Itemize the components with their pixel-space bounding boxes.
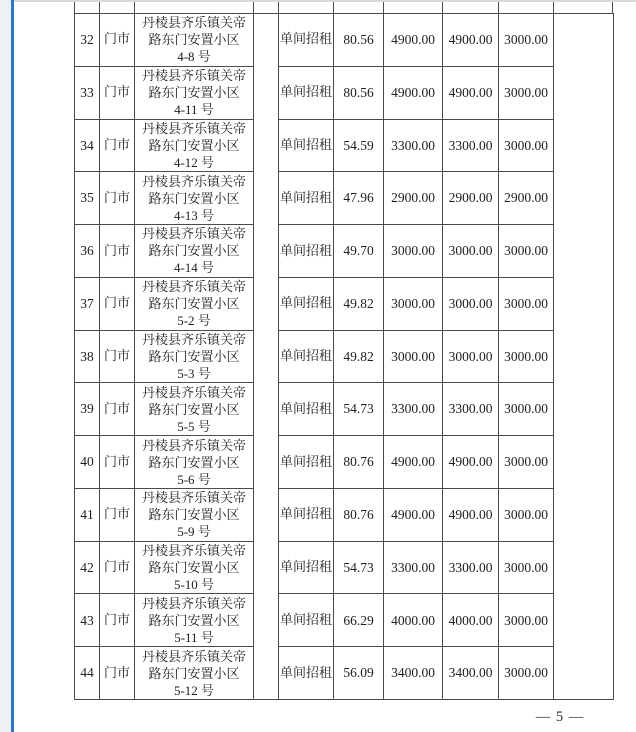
address-line: 丹棱县齐乐镇关帝 [141, 331, 246, 347]
address-line: 丹棱县齐乐镇关帝 [141, 648, 246, 664]
address-line: 丹棱县齐乐镇关帝 [141, 384, 246, 400]
cell-lease-mode: 单间招租 [279, 330, 334, 383]
address-line: 丹棱县齐乐镇关帝 [141, 437, 246, 453]
cell-price2: 3000.00 [443, 277, 499, 330]
cell-row-number: 39 [75, 383, 100, 436]
left-accent-line [11, 0, 14, 732]
address-line: 4-12 号 [173, 154, 215, 170]
cell-property-type: 门市 [100, 277, 135, 330]
address-line: 路东门安置小区 [148, 612, 240, 628]
cell-property-type: 门市 [100, 488, 135, 541]
cell-lease-mode: 单间招租 [279, 594, 334, 647]
cell-row-number: 43 [75, 594, 100, 647]
cell-row-number: 40 [75, 436, 100, 489]
address-line: 5-9 号 [177, 524, 211, 540]
address-line: 丹棱县齐乐镇关帝 [141, 120, 246, 136]
address-line: 路东门安置小区 [148, 348, 240, 364]
cell-address [135, 119, 254, 172]
address-line: 路东门安置小区 [148, 137, 240, 153]
cell-property-type: 门市 [100, 383, 135, 436]
address-line: 路东门安置小区 [148, 401, 240, 417]
cell-property-type: 门市 [100, 119, 135, 172]
table-row [75, 436, 614, 489]
address-line: 4-14 号 [173, 260, 215, 276]
cell-price3: 3000.00 [499, 330, 554, 383]
address-line: 路东门安置小区 [148, 507, 240, 523]
cell-price3: 3000.00 [499, 14, 554, 67]
column-border-stub [612, 2, 613, 13]
address-line: 路东门安置小区 [148, 190, 240, 206]
address-line: 路东门安置小区 [148, 665, 240, 681]
address-line: 5-11 号 [174, 629, 214, 645]
cell-price2: 3000.00 [443, 225, 499, 278]
cell-price1: 3000.00 [384, 330, 443, 383]
cell-price2: 4900.00 [443, 488, 499, 541]
cell-row-number: 37 [75, 277, 100, 330]
cell-row-number: 44 [75, 647, 100, 700]
cell-area: 54.59 [334, 119, 384, 172]
cell-price1: 4900.00 [384, 66, 443, 119]
address-line: 路东门安置小区 [148, 85, 240, 101]
cell-address [135, 66, 254, 119]
cell-property-type: 门市 [100, 436, 135, 489]
cell-lease-mode: 单间招租 [279, 119, 334, 172]
column-border-stub [498, 2, 499, 13]
address-line: 5-6 号 [177, 471, 211, 487]
cell-price1: 3000.00 [384, 225, 443, 278]
table-row [75, 541, 614, 594]
table-row [75, 383, 614, 436]
rental-listing-table [74, 13, 614, 700]
cell-price1: 4000.00 [384, 594, 443, 647]
column-border-stub [442, 2, 443, 13]
cell-row-number: 36 [75, 225, 100, 278]
cell-price1: 2900.00 [384, 172, 443, 225]
cell-price1: 4900.00 [384, 488, 443, 541]
cell-price2: 4900.00 [443, 14, 499, 67]
cell-lease-mode: 单间招租 [279, 647, 334, 700]
page-number: — 5 — [535, 709, 585, 725]
cell-property-type: 门市 [100, 66, 135, 119]
address-line: 丹棱县齐乐镇关帝 [141, 226, 246, 242]
address-line: 丹棱县齐乐镇关帝 [141, 173, 246, 189]
cell-row-number: 33 [75, 66, 100, 119]
cell-price1: 3300.00 [384, 541, 443, 594]
cell-price2: 3300.00 [443, 383, 499, 436]
cell-lease-mode: 单间招租 [279, 14, 334, 67]
cell-price2: 4900.00 [443, 436, 499, 489]
cell-address [135, 647, 254, 700]
address-line: 4-11 号 [174, 102, 214, 118]
address-line: 路东门安置小区 [148, 32, 240, 48]
address-line: 路东门安置小区 [148, 454, 240, 470]
column-border-stub [74, 2, 75, 13]
cell-lease-mode: 单间招租 [279, 277, 334, 330]
cell-price1: 3300.00 [384, 383, 443, 436]
column-border-stub [278, 2, 279, 13]
cell-address [135, 436, 254, 489]
table-row [75, 594, 614, 647]
cell-price3: 3000.00 [499, 488, 554, 541]
cell-price3: 3000.00 [499, 594, 554, 647]
table-row [75, 647, 614, 700]
cell-address [135, 541, 254, 594]
cut-off-previous-row [74, 2, 613, 13]
table-row [75, 66, 614, 119]
cell-price2: 4000.00 [443, 594, 499, 647]
cell-area: 54.73 [334, 541, 384, 594]
address-line: 4-8 号 [177, 49, 211, 65]
cell-address [135, 594, 254, 647]
cell-price2: 3000.00 [443, 330, 499, 383]
address-line: 丹棱县齐乐镇关帝 [141, 543, 246, 559]
cell-area: 80.56 [334, 14, 384, 67]
cell-property-type: 门市 [100, 541, 135, 594]
cell-row-number: 34 [75, 119, 100, 172]
cell-price2: 3300.00 [443, 541, 499, 594]
cell-price1: 3400.00 [384, 647, 443, 700]
cell-price2: 3400.00 [443, 647, 499, 700]
address-line: 路东门安置小区 [148, 243, 240, 259]
column-border-stub [383, 2, 384, 13]
cell-price3: 3000.00 [499, 647, 554, 700]
address-line: 路东门安置小区 [148, 296, 240, 312]
address-line: 丹棱县齐乐镇关帝 [141, 68, 246, 84]
cell-price3: 3000.00 [499, 119, 554, 172]
cell-price2: 2900.00 [443, 172, 499, 225]
address-line: 丹棱县齐乐镇关帝 [141, 15, 246, 31]
cell-area: 49.70 [334, 225, 384, 278]
table-row [75, 488, 614, 541]
column-border-stub [553, 2, 554, 13]
cell-address [135, 172, 254, 225]
address-line: 5-3 号 [177, 365, 211, 381]
cell-price3: 2900.00 [499, 172, 554, 225]
cell-row-number: 41 [75, 488, 100, 541]
cell-property-type: 门市 [100, 14, 135, 67]
cell-price3: 3000.00 [499, 541, 554, 594]
address-line: 丹棱县齐乐镇关帝 [141, 595, 246, 611]
address-line: 路东门安置小区 [148, 560, 240, 576]
address-line: 5-12 号 [173, 682, 215, 698]
column-border-stub [333, 2, 334, 13]
address-line: 4-13 号 [173, 207, 215, 223]
column-border-stub [99, 2, 100, 13]
cell-price1: 3000.00 [384, 277, 443, 330]
address-line: 丹棱县齐乐镇关帝 [141, 279, 246, 295]
cell-lease-mode: 单间招租 [279, 66, 334, 119]
cell-property-type: 门市 [100, 172, 135, 225]
cell-property-type: 门市 [100, 647, 135, 700]
table-row [75, 277, 614, 330]
cell-price2: 3300.00 [443, 119, 499, 172]
cell-lease-mode: 单间招租 [279, 436, 334, 489]
cell-price1: 3300.00 [384, 119, 443, 172]
left-margin-strip [0, 0, 11, 732]
cell-area: 47.96 [334, 172, 384, 225]
cell-address [135, 14, 254, 67]
cell-area: 80.56 [334, 66, 384, 119]
cell-price3: 3000.00 [499, 383, 554, 436]
cell-lease-mode: 单间招租 [279, 383, 334, 436]
cell-area: 80.76 [334, 488, 384, 541]
cell-area: 49.82 [334, 277, 384, 330]
cell-price3: 3000.00 [499, 277, 554, 330]
cell-property-type: 门市 [100, 225, 135, 278]
cell-lease-mode: 单间招租 [279, 172, 334, 225]
table-row [75, 225, 614, 278]
cell-row-number: 35 [75, 172, 100, 225]
table-row [75, 14, 614, 67]
cell-lease-mode: 单间招租 [279, 541, 334, 594]
cell-area: 54.73 [334, 383, 384, 436]
cell-lease-mode: 单间招租 [279, 225, 334, 278]
column-border-stub [134, 2, 135, 13]
cell-address [135, 277, 254, 330]
cell-address [135, 383, 254, 436]
table-row [75, 330, 614, 383]
cell-address [135, 330, 254, 383]
table-row [75, 119, 614, 172]
cell-price3: 3000.00 [499, 436, 554, 489]
cell-price1: 4900.00 [384, 436, 443, 489]
cell-area: 66.29 [334, 594, 384, 647]
table-row [75, 172, 614, 225]
cell-price3: 3000.00 [499, 66, 554, 119]
cell-row-number: 32 [75, 14, 100, 67]
cell-property-type: 门市 [100, 330, 135, 383]
cell-property-type: 门市 [100, 594, 135, 647]
cell-price3: 3000.00 [499, 225, 554, 278]
cell-area: 80.76 [334, 436, 384, 489]
cell-area: 49.82 [334, 330, 384, 383]
cell-address [135, 225, 254, 278]
cell-area: 56.09 [334, 647, 384, 700]
cell-note-column [554, 14, 614, 700]
cell-price1: 4900.00 [384, 14, 443, 67]
cell-address [135, 488, 254, 541]
address-line: 5-10 号 [173, 577, 215, 593]
address-line: 丹棱县齐乐镇关帝 [141, 490, 246, 506]
address-line: 5-5 号 [177, 418, 211, 434]
cell-lease-mode: 单间招租 [279, 488, 334, 541]
cell-spacer-column [254, 14, 279, 700]
address-line: 5-2 号 [177, 313, 211, 329]
column-border-stub [253, 2, 254, 13]
cell-row-number: 38 [75, 330, 100, 383]
cell-row-number: 42 [75, 541, 100, 594]
cell-price2: 4900.00 [443, 66, 499, 119]
